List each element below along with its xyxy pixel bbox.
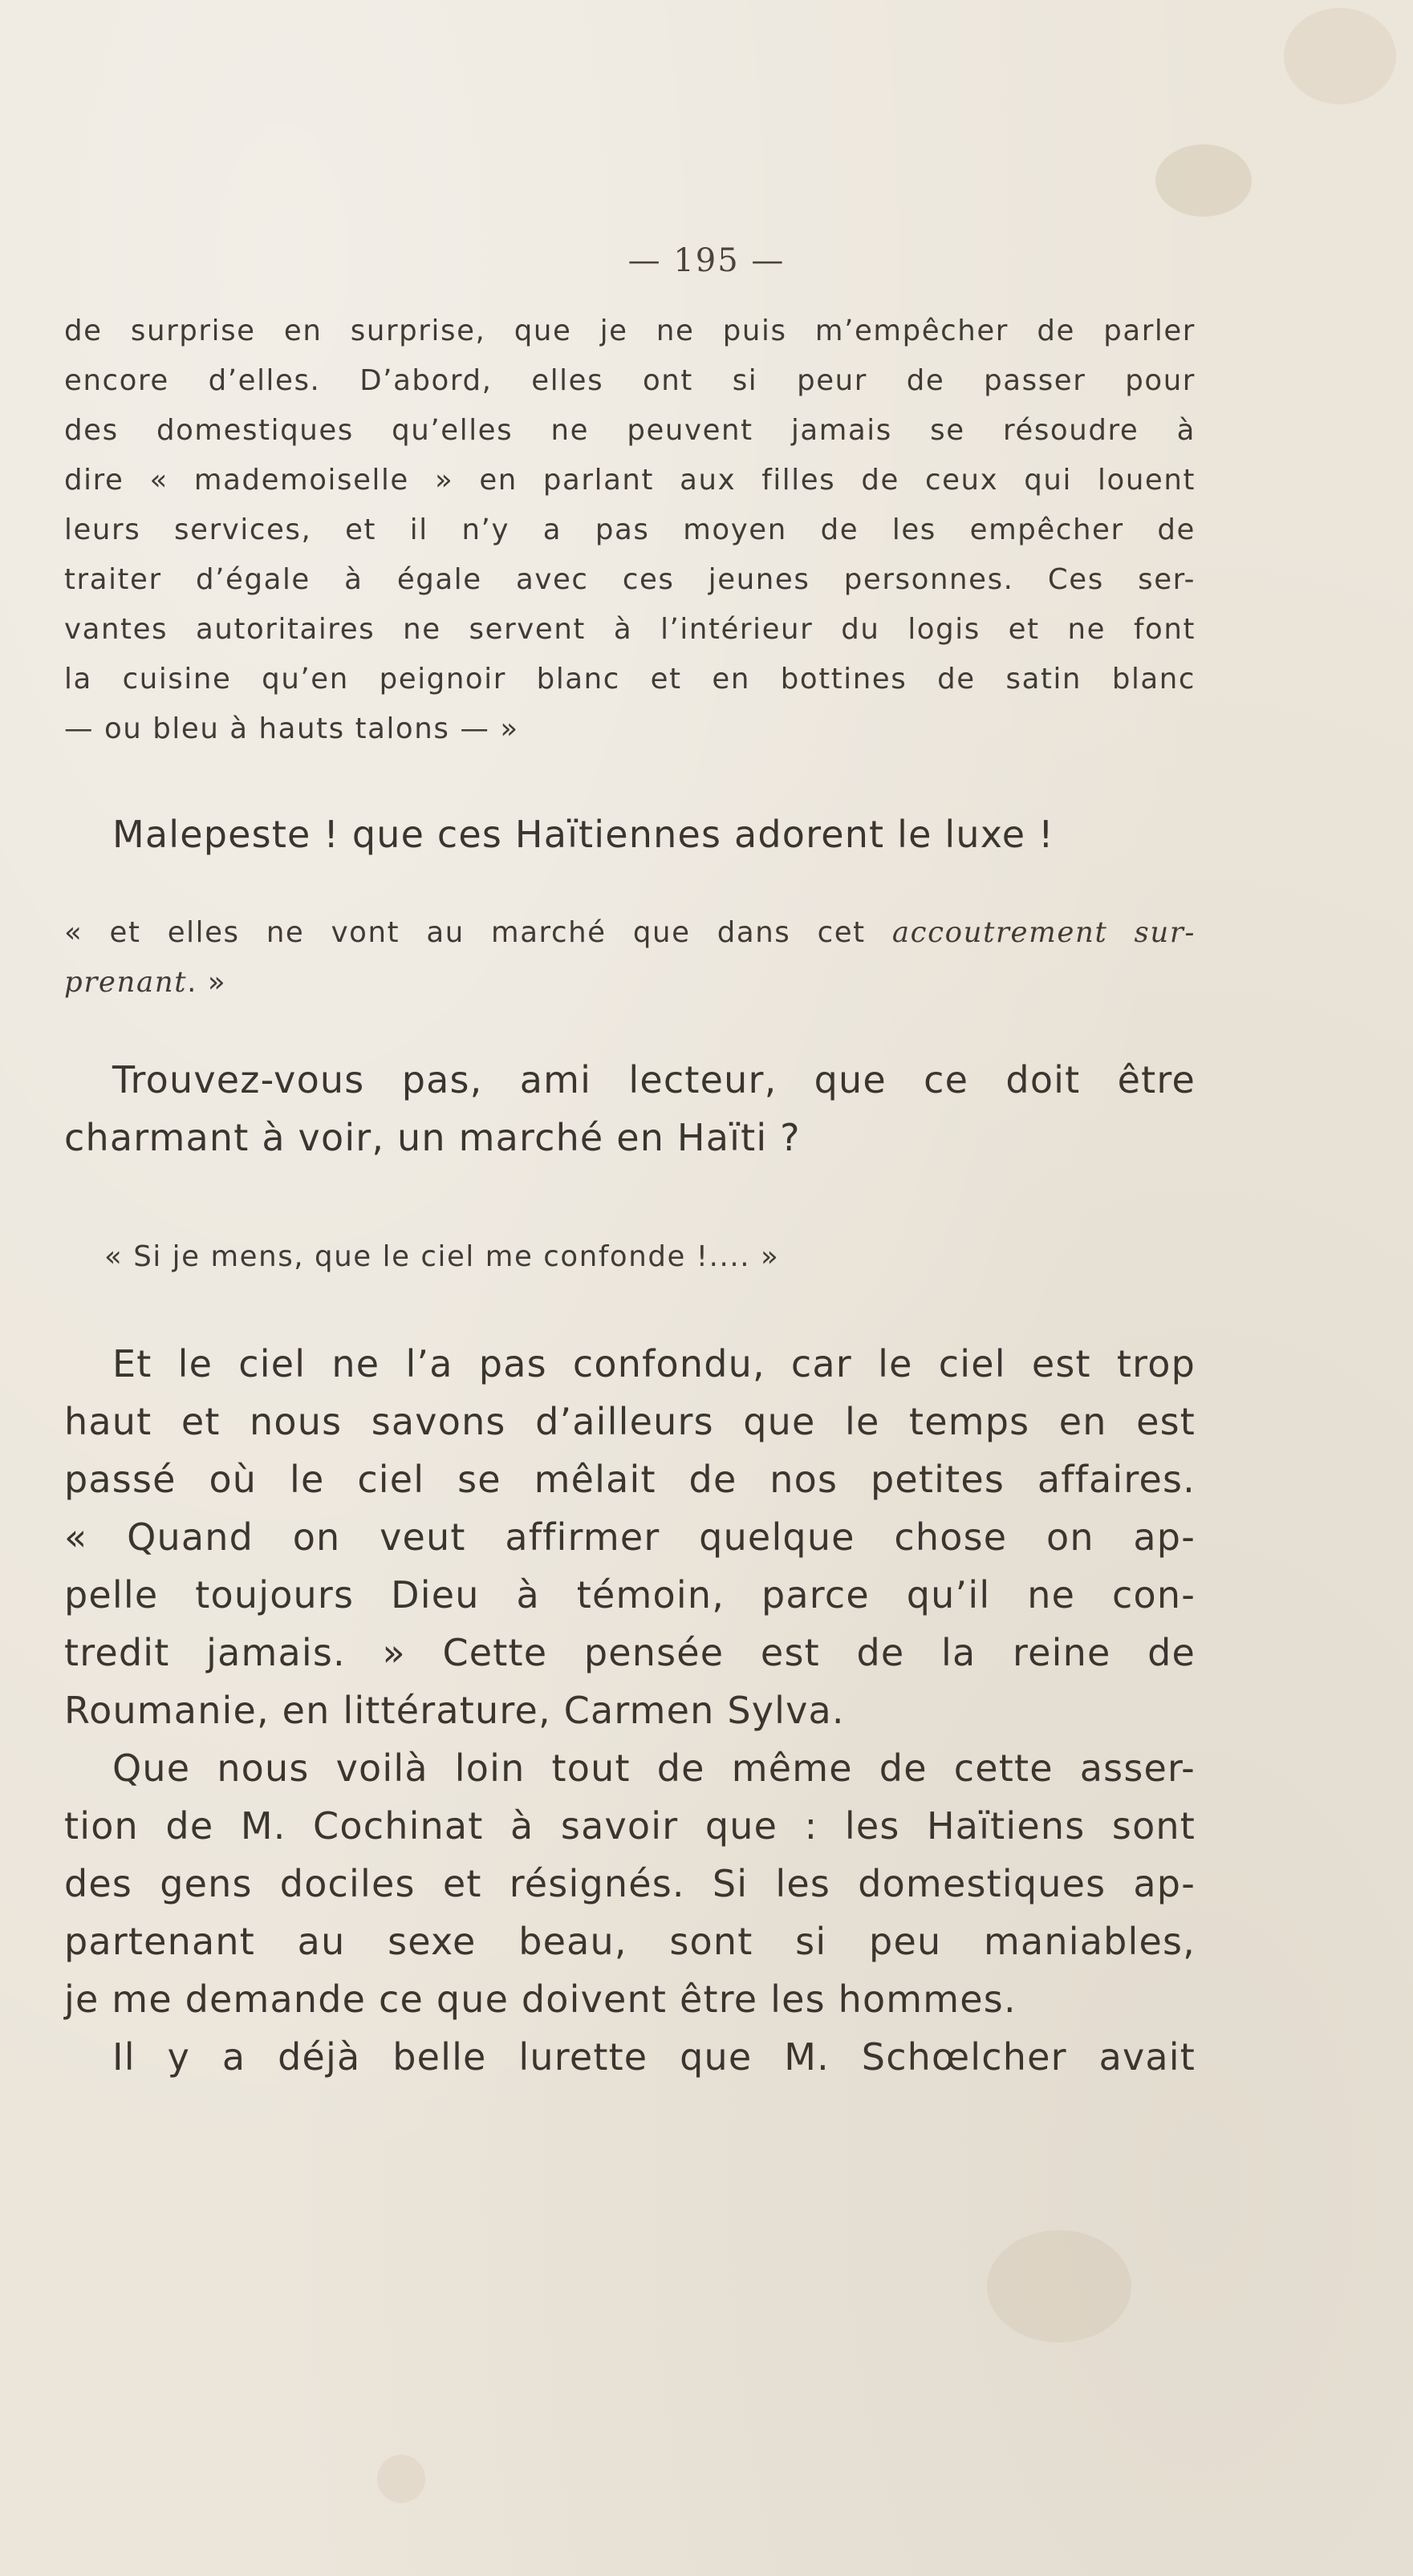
text-line: « Quand on veut affirmer quelque chose on ap- xyxy=(64,1515,1196,1559)
text-line: tion de M. Cochinat à savoir que : les Haïtiens sont xyxy=(64,1804,1196,1848)
text-line: dire « mademoiselle » en parlant aux filles de ceux qui louent xyxy=(64,464,1196,497)
text-line: charmant à voir, un marché en Haïti ? xyxy=(64,1116,801,1159)
text-line: « Si je mens, que le ciel me confonde !.... » xyxy=(104,1240,780,1273)
text-line: de surprise en surprise, que je ne puis m’empêcher de parler xyxy=(64,314,1196,347)
emphasis-text: prenant xyxy=(64,966,188,999)
paragraph-3 xyxy=(64,908,1196,1008)
paragraph-7 xyxy=(64,1739,1196,2028)
text-line: Trouvez-vous pas, ami lecteur, que ce doit être xyxy=(112,1058,1196,1101)
paper-stain xyxy=(377,2455,425,2503)
text-line: — ou bleu à hauts talons — » xyxy=(64,712,519,745)
text-line xyxy=(64,958,1196,1008)
quote-text: « et elles ne vont au marché que dans cet xyxy=(64,916,892,949)
paper-stain xyxy=(987,2230,1131,2343)
paragraph-1 xyxy=(64,306,1196,754)
paragraph-8 xyxy=(64,2028,1196,2086)
text-line xyxy=(64,908,1196,958)
text-line: Il y a déjà belle lurette que M. Schœlcher avait xyxy=(112,2035,1196,2079)
text-line: traiter d’égale à égale avec ces jeunes personnes. Ces ser- xyxy=(64,563,1196,596)
text-line: tredit jamais. » Cette pensée est de la reine de xyxy=(64,1631,1196,1674)
paragraph-4 xyxy=(64,1051,1196,1166)
text-line: passé où le ciel se mêlait de nos petites affaires. xyxy=(64,1458,1196,1501)
text-line: Malepeste ! que ces Haïtiennes adorent le luxe ! xyxy=(112,813,1054,856)
text-line: Et le ciel ne l’a pas confondu, car le ciel est trop xyxy=(112,1342,1196,1385)
paper-stain xyxy=(1155,144,1252,217)
text-line: Roumanie, en littérature, Carmen Sylva. xyxy=(64,1689,845,1732)
emphasis-text: accoutrement sur- xyxy=(891,916,1196,949)
paragraph-2 xyxy=(64,805,1196,863)
text-line: Que nous voilà loin tout de même de cette asser- xyxy=(112,1746,1196,1790)
text-line: des domestiques qu’elles ne peuvent jamais se résoudre à xyxy=(64,414,1196,447)
paragraph-6 xyxy=(64,1335,1196,1739)
quote-end: . » xyxy=(187,966,227,999)
text-line: leurs services, et il n’y a pas moyen de les empêcher de xyxy=(64,513,1196,546)
text-line: haut et nous savons d’ailleurs que le temps en est xyxy=(64,1400,1196,1443)
paper-stain xyxy=(1284,8,1396,104)
text-line: encore d’elles. D’abord, elles ont si peur de passer pour xyxy=(64,364,1196,397)
text-line: je me demande ce que doivent être les hommes. xyxy=(64,1978,1017,2021)
text-line: des gens dociles et résignés. Si les domestiques ap- xyxy=(64,1862,1196,1905)
text-line: la cuisine qu’en peignoir blanc et en bottines de satin blanc xyxy=(64,663,1196,696)
text-line: partenant au sexe beau, sont si peu maniables, xyxy=(64,1920,1196,1963)
text-line: pelle toujours Dieu à témoin, parce qu’il ne con- xyxy=(64,1573,1196,1617)
text-line: vantes autoritaires ne servent à l’intérieur du logis et ne font xyxy=(64,613,1196,646)
paragraph-5 xyxy=(64,1232,1196,1282)
page-number: — 195 — xyxy=(627,242,786,279)
